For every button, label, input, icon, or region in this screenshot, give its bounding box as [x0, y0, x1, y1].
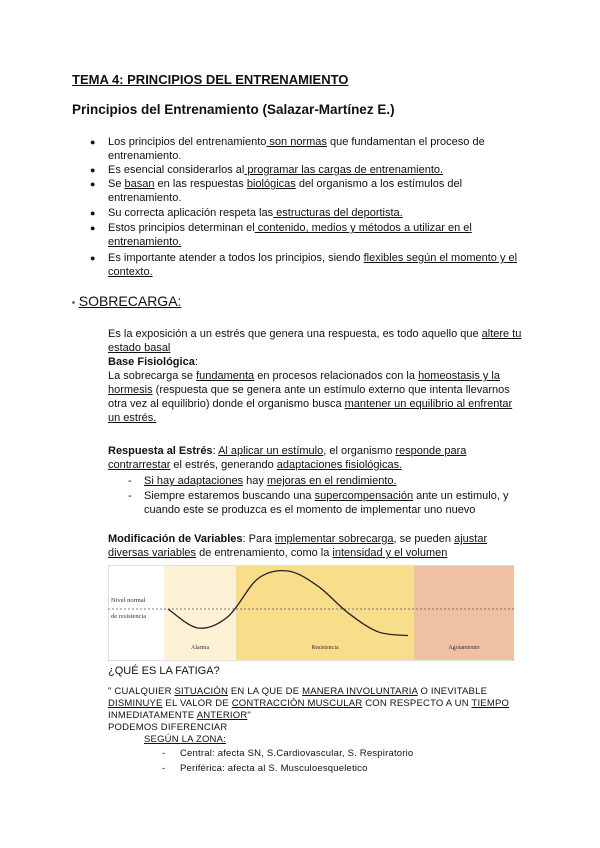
zona-heading: SEGÚN LA ZONA:	[144, 734, 226, 745]
list-item: ● Los principios del entrenamiento son normas que fundamentan el proceso de entrenamiento.	[90, 136, 485, 162]
bullet-dot-icon: ●	[90, 179, 96, 189]
adaptation-chart	[108, 565, 514, 661]
page-title: TEMA 4: PRINCIPIOS DEL ENTRENAMIENTO	[72, 72, 349, 87]
zona-item: - Periférica: afecta al S. Musculoesqueletico	[162, 763, 368, 774]
phase-label-agotamiento: Agotamiento	[448, 645, 480, 651]
dash-icon: -	[128, 475, 132, 487]
bullet-dot-icon: ●	[90, 253, 96, 263]
subtitle: Principios del Entrenamiento (Salazar-Martínez E.)	[72, 102, 395, 117]
section-heading: ▪ SOBRECARGA:	[72, 293, 182, 309]
dash-icon: -	[162, 763, 166, 774]
respuesta-estres: Respuesta al Estrés: Al aplicar un estímulo, el organismo responde para contrarrestar el estrés, generando adaptaciones fisiológicas.	[108, 445, 467, 471]
baseline-label-1: Nivel normal	[111, 597, 146, 604]
fatiga-definition: " CUALQUIER SITUACIÓN EN LA QUE DE MANERA INVOLUNTARIA O INEVITABLE DISMINUYE EL VALOR DE CONTRACCIÓN MUSCULAR CON RESPECTO A UN TIEMPO INMEDIATAMENTE ANTERIOR" PODEMOS DIFERENCIAR	[108, 686, 510, 733]
list-item: ● Estos principios determinan el contenido, medios y métodos a utilizar en el entrenamiento.	[90, 222, 472, 248]
phase-label-resistencia: Resistencia	[311, 645, 339, 651]
base-fisiologica: Base Fisiológica: La sobrecarga se fundamenta en procesos relacionados con la homeostasis y la hormesis (respuesta que se genera ante un estímulo externo que intenta llevarnos otra vez al equilibrio) donde el organismo busca mantener un equilibrio al enfrentar un estrés.	[108, 356, 513, 424]
bullet-dot-icon: ●	[90, 165, 96, 175]
dash-icon: -	[128, 490, 132, 502]
section-bullet-icon: ▪	[72, 297, 75, 307]
respuesta-item-2: - Siempre estaremos buscando una supercompensación ante un estimulo, y cuando este se produzca es el momento de implementar uno nuevo	[128, 490, 509, 516]
list-item: ● Su correcta aplicación respeta las estructuras del deportista.	[90, 207, 403, 219]
fatiga-question: ¿QUÉ ES LA FATIGA?	[108, 665, 220, 677]
zona-item: - Central: afecta SN, S.Cardiovascular, S. Respiratorio	[162, 748, 414, 759]
bullet-dot-icon: ●	[90, 223, 96, 233]
bullet-dot-icon: ●	[90, 137, 96, 147]
phase-label-alarma: Alarma	[191, 645, 209, 651]
dash-icon: -	[162, 748, 166, 759]
modificacion-variables: Modificación de Variables: Para implementar sobrecarga, se pueden ajustar diversas variables de entrenamiento, como la intensidad y el volumen	[108, 533, 488, 559]
bullet-dot-icon: ●	[90, 208, 96, 218]
list-item: ● Es importante atender a todos los principios, siendo flexibles según el momento y el contexto.	[90, 252, 518, 278]
respuesta-item-1: - Si hay adaptaciones hay mejoras en el rendimiento.	[128, 475, 397, 487]
list-item: ● Es esencial considerarlos al programar las cargas de entrenamiento.	[90, 164, 444, 176]
intro-paragraph: Es la exposición a un estrés que genera una respuesta, es todo aquello que altere tu estado basal	[108, 328, 522, 354]
baseline-label-2: de resistencia	[111, 613, 147, 620]
list-item: ● Se basan en las respuestas biológicas del organismo a los estímulos del entrenamiento.	[90, 178, 463, 204]
